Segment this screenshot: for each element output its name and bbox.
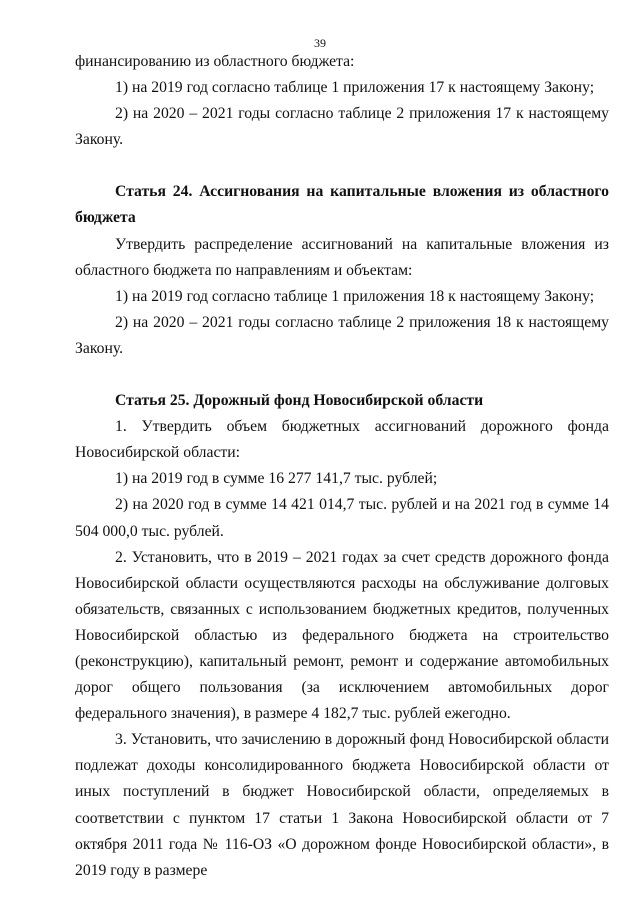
- paragraph: 2. Установить, что в 2019 – 2021 годах за счет средств дорожного фонда Новосибирской области осуществляются расходы на обслуживание долговых обязательств, связанных с использованием бюджетных кредитов, полученных Новосибирской областью из федерального бюджета на строительство (реконструкцию), капитальный ремонт, ремонт и содержание автомобильных дорог общего пользования (за исключением автомобильных дорог федерального значения), в размере 4 182,7 тыс. рублей ежегодно.: [75, 548, 609, 723]
- paragraph: 3. Установить, что зачислению в дорожный фонд Новосибирской области подлежат доходы консолидированного бюджета Новосибирской области от иных поступлений в бюджет Новосибирской области, определяемых в соответствии с пунктом 17 статьи 1 Закона Новосибирской области от 7 октября 2011 года № 116-ОЗ «О дорожном фонде Новосибирской области», в 2019 году в размере: [75, 731, 609, 879]
- paragraph: 1) на 2019 год согласно таблице 1 приложения 17 к настоящему Закону;: [115, 79, 595, 97]
- paragraph: 1) на 2019 год в сумме 16 277 141,7 тыс. рублей;: [115, 470, 438, 488]
- spacer: [75, 153, 609, 179]
- page-number: 39: [314, 36, 326, 50]
- article-24-heading: Статья 24. Ассигнования на капитальные вложения из областного бюджета: [75, 183, 609, 227]
- paragraph: финансированию из областного бюджета:: [75, 53, 355, 70]
- document-body: [75, 49, 609, 884]
- paragraph: Утвердить распределение ассигнований на капитальные вложения из областного бюджета по направлениям и объектам:: [75, 235, 609, 279]
- paragraph: 1. Утвердить объем бюджетных ассигнований дорожного фонда Новосибирской области:: [75, 418, 609, 462]
- paragraph: 2) на 2020 – 2021 годы согласно таблице 2 приложения 18 к настоящему Закону.: [75, 313, 609, 357]
- paragraph: 2) на 2020 – 2021 годы согласно таблице 2 приложения 17 к настоящему Закону.: [75, 105, 609, 149]
- paragraph: 1) на 2019 год согласно таблице 1 приложения 18 к настоящему Закону;: [115, 287, 595, 305]
- spacer: [75, 362, 609, 388]
- article-25-heading: Статья 25. Дорожный фонд Новосибирской области: [115, 392, 484, 410]
- paragraph: 2) на 2020 год в сумме 14 421 014,7 тыс. рублей и на 2021 год в сумме 14 504 000,0 тыс. рублей.: [75, 496, 609, 540]
